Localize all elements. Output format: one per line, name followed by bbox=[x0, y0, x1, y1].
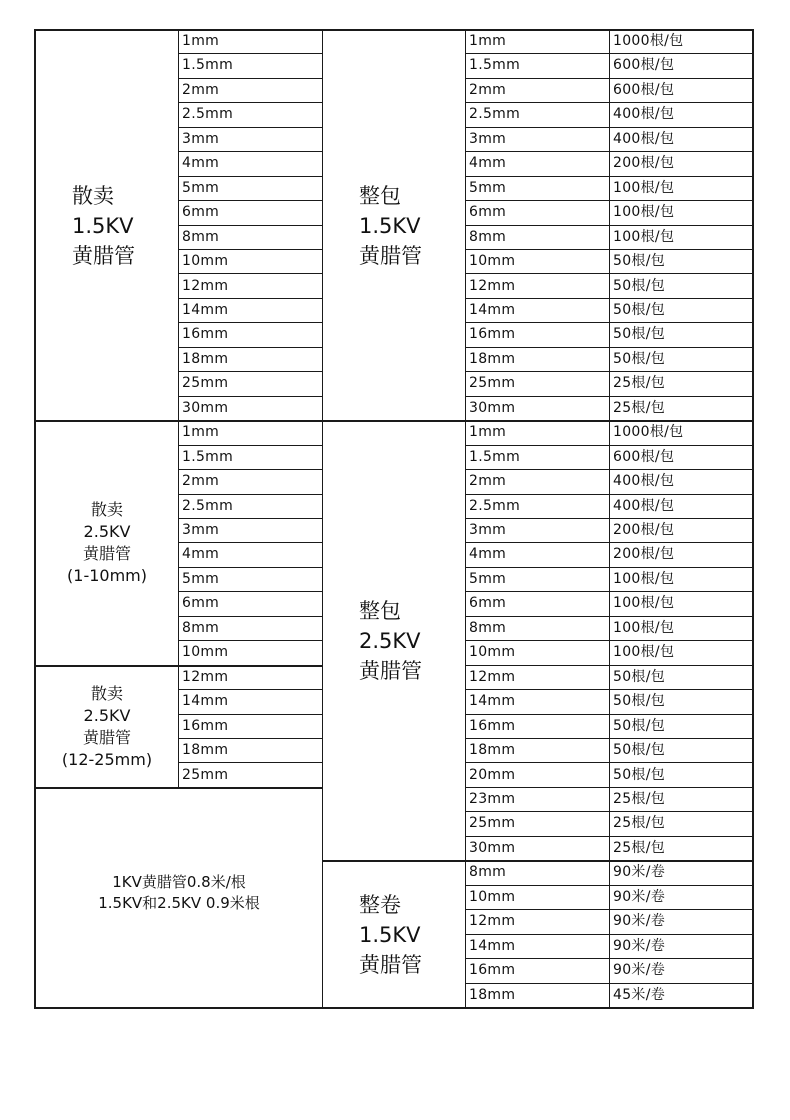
size-cell: 2mm bbox=[179, 470, 322, 494]
quantity-cell: 25根/包 bbox=[613, 839, 666, 856]
size-cell: 6mm bbox=[179, 201, 322, 225]
quantity-cell: 50根/包 bbox=[610, 739, 752, 763]
size-cell: 2.5mm bbox=[466, 103, 609, 127]
quantity-cell: 50根/包 bbox=[610, 348, 752, 372]
size-cell: 25mm bbox=[466, 372, 609, 396]
size-cell: 20mm bbox=[466, 764, 609, 788]
size-cell: 25mm bbox=[179, 372, 322, 396]
quantity-cell: 400根/包 bbox=[610, 103, 752, 127]
quantity-cell: 200根/包 bbox=[610, 543, 752, 567]
quantity-cell: 25根/包 bbox=[610, 812, 752, 836]
quantity-cell: 600根/包 bbox=[610, 79, 752, 103]
size-cell: 16mm bbox=[466, 959, 609, 983]
size-cell: 3mm bbox=[179, 128, 322, 152]
quantity-cell: 25根/包 bbox=[613, 399, 666, 416]
quantity-cell: 200根/包 bbox=[610, 152, 752, 176]
quantity-cell: 400根/包 bbox=[610, 470, 752, 494]
quantity-cell: 25根/包 bbox=[610, 788, 752, 812]
size-cell: 10mm bbox=[466, 886, 609, 910]
quantity-cell: 50根/包 bbox=[610, 250, 752, 274]
quantity-cell: 50根/包 bbox=[610, 275, 752, 299]
size-cell: 16mm bbox=[179, 715, 322, 739]
quantity-cell: 90米/卷 bbox=[610, 935, 752, 959]
quantity-cell: 50根/包 bbox=[610, 666, 752, 690]
table-frame bbox=[34, 29, 754, 1009]
size-cell: 3mm bbox=[466, 128, 609, 152]
size-cell: 1mm bbox=[466, 30, 609, 54]
size-cell: 4mm bbox=[179, 543, 322, 567]
size-cell: 14mm bbox=[466, 299, 609, 323]
quantity-cell: 100根/包 bbox=[610, 226, 752, 250]
quantity-cell: 400根/包 bbox=[610, 128, 752, 152]
size-cell: 14mm bbox=[179, 299, 322, 323]
quantity-cell: 25根/包 bbox=[610, 372, 752, 396]
quantity-cell: 45米/卷 bbox=[613, 986, 666, 1003]
size-cell: 16mm bbox=[466, 715, 609, 739]
quantity-cell: 100根/包 bbox=[610, 617, 752, 641]
size-cell: 5mm bbox=[179, 177, 322, 201]
size-cell: 12mm bbox=[466, 275, 609, 299]
quantity-cell: 400根/包 bbox=[610, 495, 752, 519]
size-cell: 6mm bbox=[179, 592, 322, 616]
quantity-cell: 90米/卷 bbox=[610, 886, 752, 910]
size-cell: 4mm bbox=[179, 152, 322, 176]
size-cell: 4mm bbox=[466, 543, 609, 567]
quantity-cell: 90米/卷 bbox=[610, 959, 752, 983]
quantity-cell: 100根/包 bbox=[610, 201, 752, 225]
quantity-cell: 1000根/包 bbox=[610, 30, 752, 54]
quantity-cell: 200根/包 bbox=[610, 519, 752, 543]
note-text: 1KV黄腊管0.8米/根 1.5KV和2.5KV 0.9米根 bbox=[98, 872, 260, 912]
size-cell: 2.5mm bbox=[179, 103, 322, 127]
size-cell: 18mm bbox=[466, 348, 609, 372]
size-cell: 8mm bbox=[179, 617, 322, 641]
quantity-cell: 100根/包 bbox=[610, 177, 752, 201]
quantity-cell: 90米/卷 bbox=[610, 910, 752, 934]
size-cell: 25mm bbox=[466, 812, 609, 836]
size-cell: 14mm bbox=[466, 690, 609, 714]
section-left-mid-label: 散卖 2.5KV 黄腊管 (1-10mm) bbox=[67, 500, 147, 586]
quantity-cell: 600根/包 bbox=[610, 54, 752, 78]
quantity-cell: 50根/包 bbox=[610, 764, 752, 788]
size-cell: 18mm bbox=[466, 739, 609, 763]
section-right-top-label: 整包 1.5KV 黄腊管 bbox=[359, 183, 422, 268]
quantity-cell: 90米/卷 bbox=[610, 861, 752, 885]
size-cell: 6mm bbox=[466, 592, 609, 616]
size-cell: 14mm bbox=[179, 690, 322, 714]
size-cell: 10mm bbox=[466, 250, 609, 274]
size-cell: 23mm bbox=[466, 788, 609, 812]
size-cell: 5mm bbox=[466, 568, 609, 592]
size-cell: 1mm bbox=[466, 421, 609, 445]
size-cell: 30mm bbox=[469, 399, 516, 416]
quantity-cell: 1000根/包 bbox=[610, 421, 752, 445]
size-cell: 12mm bbox=[466, 910, 609, 934]
quantity-cell: 50根/包 bbox=[610, 323, 752, 347]
size-cell: 18mm bbox=[179, 348, 322, 372]
section-left-low-label: 散卖 2.5KV 黄腊管 (12-25mm) bbox=[61, 683, 153, 769]
size-cell: 5mm bbox=[179, 568, 322, 592]
size-cell: 1.5mm bbox=[179, 54, 322, 78]
size-cell: 8mm bbox=[179, 226, 322, 250]
quantity-cell: 100根/包 bbox=[610, 641, 752, 665]
size-cell: 8mm bbox=[466, 861, 609, 885]
size-cell: 2.5mm bbox=[466, 495, 609, 519]
size-cell: 14mm bbox=[466, 935, 609, 959]
size-cell: 16mm bbox=[179, 323, 322, 347]
size-cell: 1mm bbox=[179, 30, 322, 54]
size-cell: 30mm bbox=[469, 839, 516, 856]
size-cell: 5mm bbox=[466, 177, 609, 201]
size-cell: 2mm bbox=[466, 470, 609, 494]
size-cell: 8mm bbox=[466, 617, 609, 641]
quantity-cell: 100根/包 bbox=[610, 592, 752, 616]
quantity-cell: 600根/包 bbox=[610, 446, 752, 470]
size-cell: 10mm bbox=[466, 641, 609, 665]
section-right-low-label: 整卷 1.5KV 黄腊管 bbox=[359, 892, 422, 977]
size-cell: 2mm bbox=[179, 79, 322, 103]
size-cell: 6mm bbox=[466, 201, 609, 225]
size-cell: 12mm bbox=[466, 666, 609, 690]
size-cell: 3mm bbox=[179, 519, 322, 543]
quantity-cell: 50根/包 bbox=[610, 715, 752, 739]
size-cell: 18mm bbox=[469, 986, 516, 1003]
size-cell: 1.5mm bbox=[466, 446, 609, 470]
size-cell: 4mm bbox=[466, 152, 609, 176]
size-cell: 10mm bbox=[179, 250, 322, 274]
size-cell: 1mm bbox=[179, 421, 322, 445]
size-cell: 3mm bbox=[466, 519, 609, 543]
section-right-mid-label: 整包 2.5KV 黄腊管 bbox=[359, 599, 422, 684]
size-cell: 1.5mm bbox=[179, 446, 322, 470]
size-cell: 10mm bbox=[182, 644, 229, 661]
size-cell: 8mm bbox=[466, 226, 609, 250]
size-cell: 30mm bbox=[182, 399, 229, 416]
size-cell: 25mm bbox=[182, 766, 229, 783]
quantity-cell: 50根/包 bbox=[610, 299, 752, 323]
size-cell: 16mm bbox=[466, 323, 609, 347]
size-cell: 2mm bbox=[466, 79, 609, 103]
section-left-top-label: 散卖 1.5KV 黄腊管 bbox=[72, 183, 135, 268]
size-cell: 12mm bbox=[179, 666, 322, 690]
size-cell: 18mm bbox=[179, 739, 322, 763]
size-cell: 12mm bbox=[179, 275, 322, 299]
size-cell: 2.5mm bbox=[179, 495, 322, 519]
quantity-cell: 50根/包 bbox=[610, 690, 752, 714]
quantity-cell: 100根/包 bbox=[610, 568, 752, 592]
size-cell: 1.5mm bbox=[466, 54, 609, 78]
